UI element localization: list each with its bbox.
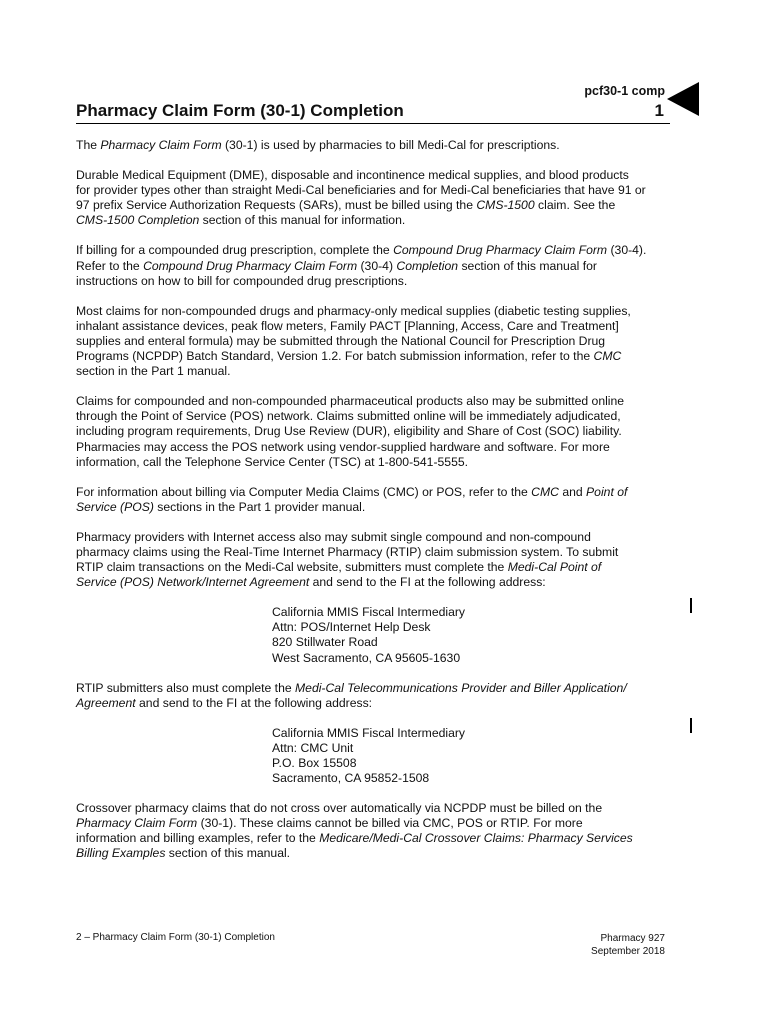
paragraph-9: Crossover pharmacy claims that do not cross over automatically via NCPDP must be billed on the Pharmacy Claim Form (30-1). These claims cannot be billed via CMC, POS or RTIP. For more information and billing examples, refer to the Medicare/Medi-Cal Crossover Claims: Pharmacy Services Billing Examples section of this manual.	[76, 801, 633, 861]
paragraph-3: If billing for a compounded drug prescription, complete the Compound Drug Pharmacy Claim Form (30-4). Refer to the Compound Drug Pharmacy Claim Form (30-4) Completion section of this manual for instructions on how to bill for compounded drug prescriptions.	[76, 243, 647, 288]
footer-date: September 2018	[591, 946, 665, 957]
paragraph-7: Pharmacy providers with Internet access also may submit single compound and non-compound pharmacy claims using the Real-Time Internet Pharmacy (RTIP) claim submission system. To submit RTIP claim transactions on the Medi-Cal website, submitters must complete the Medi-Cal Point of Service (POS) Network/Internet Agreement and send to the FI at the following address:	[76, 529, 619, 590]
paragraph-4: Most claims for non-compounded drugs and pharmacy-only medical supplies (diabetic testing supplies, inhalant assistance devices, peak flow meters, Family PACT [Planning, Access, Care and Treatment] supplies and enteral formula) may be submitted through the National Council for Prescription Drug Programs (NCPDP) Batch Standard, Version 1.2. For batch submission information, refer to the CMC section in the Part 1 manual.	[76, 303, 631, 379]
document-body	[76, 138, 676, 862]
page-title: Pharmacy Claim Form (30-1) Completion	[76, 101, 404, 120]
section-number: 1	[654, 101, 664, 120]
footer-section-title: 2 – Pharmacy Claim Form (30-1) Completion	[76, 932, 275, 943]
tab-arrow-icon	[667, 82, 699, 116]
change-bar	[690, 718, 692, 733]
paragraph-6: For information about billing via Computer Media Claims (CMC) or POS, refer to the CMC and Point of Service (POS) sections in the Part 1 provider manual.	[76, 484, 628, 514]
address-block-cmc: California MMIS Fiscal Intermediary Attn: CMC Unit P.O. Box 15508 Sacramento, CA 95852-1508	[272, 725, 466, 786]
change-bar	[690, 598, 692, 613]
section-code: pcf30-1 comp	[584, 84, 665, 98]
paragraph-8: RTIP submitters also must complete the Medi-Cal Telecommunications Provider and Biller Application/ Agreement and send to the FI at the following address:	[76, 680, 627, 710]
footer-manual-info	[591, 932, 665, 958]
address-block-pos: California MMIS Fiscal Intermediary Attn: POS/Internet Help Desk 820 Stillwater Road West Sacramento, CA 95605-1630	[272, 605, 466, 665]
footer-manual-page: Pharmacy 927	[600, 933, 665, 944]
paragraph-5: Claims for compounded and non-compounded pharmaceutical products also may be submitted online through the Point of Service (POS) network. Claims submitted online will be immediately adjudicated, including program requirements, Drug Use Review (DUR), eligibility and Share of Cost (SOC) liability. Pharmacies may access the POS network using vendor-supplied hardware and software. For more information, call the Telephone Service Center (TSC) at 1-800-541-5555.	[76, 394, 625, 469]
paragraph-1: The Pharmacy Claim Form (30-1) is used by pharmacies to bill Medi-Cal for prescriptions.	[76, 138, 560, 152]
title-rule	[76, 123, 670, 124]
paragraph-2: Durable Medical Equipment (DME), disposable and incontinence medical supplies, and blood products for provider types other than straight Medi-Cal beneficiaries and for Medi-Cal beneficiaries that have 91 or 97 prefix Service Authorization Requests (SARs), must be billed using the CMS-1500 claim. See the CMS-1500 Completion section of this manual for information.	[76, 168, 646, 228]
